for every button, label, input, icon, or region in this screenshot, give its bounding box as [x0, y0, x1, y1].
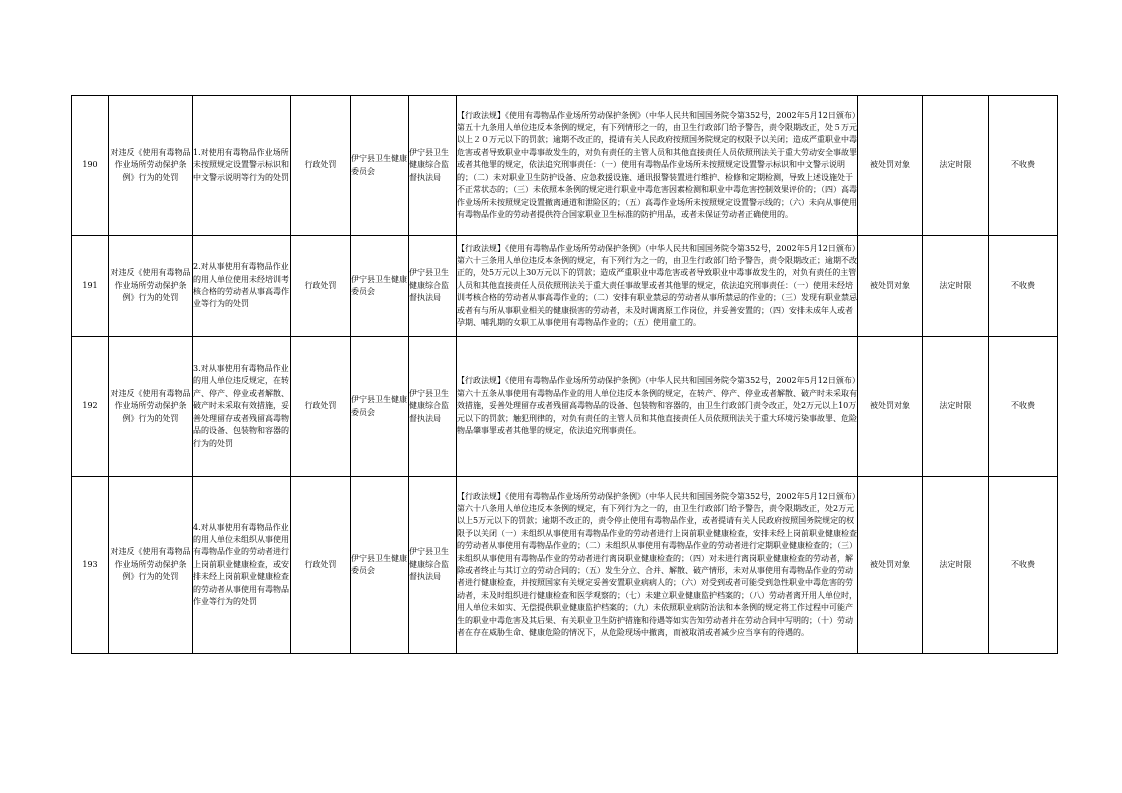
row-number: 190	[72, 96, 109, 236]
row-number: 193	[72, 477, 109, 654]
service-object: 被处罚对象	[858, 337, 923, 477]
time-limit: 法定时限	[923, 236, 989, 337]
table-row	[72, 96, 1058, 236]
legal-basis: 【行政法规】《使用有毒物品作业场所劳动保护条例》（中华人民共和国国务院令第352号，2002年5月12日颁布）第六十三条用人单位违反本条例的规定，有下列行为之一的，由卫生行政部门给予警告，责令限期改正；逾期不改正的，处5万元以上30万元以下的罚款；造成严重职业中毒危害或者导致职业中毒事故发生的，对负有责任的主管人员和其他直接责任人员依照刑法关于重大责任事故罪或者其他罪的规定，依法追究刑事责任：（一）使用未经培训考核合格的劳动者从事高毒作业的；（二）安排有职业禁忌的劳动者从事所禁忌的作业的；（三）发现有职业禁忌或者有与所从事职业相关的健康损害的劳动者，未及时调离原工作岗位，并妥善安置的；（四）安排未成年人或者孕期、哺乳期的女职工从事使用有毒物品作业的；（五）使用童工的。	[457, 236, 858, 337]
power-type: 行政处罚	[291, 477, 351, 654]
fee: 不收费	[989, 236, 1058, 337]
legal-basis: 【行政法规】《使用有毒物品作业场所劳动保护条例》（中华人民共和国国务院令第352号，2002年5月12日颁布）第六十八条用人单位违反本条例的规定，有下列行为之一的，由卫生行政部门给予警告，责令限期改正，处2万元以上5万元以下的罚款；逾期不改正的，责令停止使用有毒物品作业，或者提请有关人民政府按照国务院规定的权限予以关闭（一）未组织从事使用有毒物品作业的劳动者进行上岗前职业健康检查，安排未经上岗前职业健康检查的劳动者从事使用有毒物品作业的；（二）未组织从事使用有毒物品作业的劳动者进行定期职业健康检查的；（三）未组织从事使用有毒物品作业的劳动者进行离岗职业健康检查的；（四）对未进行离岗职业健康检查的劳动者，解除或者终止与其订立的劳动合同的；（五）发生分立、合并、解散、破产情形，未对从事使用有毒物品作业的劳动者进行健康检查，并按照国家有关规定妥善安置职业病病人的；（六）对受到或者可能受到急性职业中毒危害的劳动者，未及时组织进行健康检查和医学观察的；（七）未建立职业健康监护档案的；（八）劳动者离开用人单位时，用人单位未如实、无偿提供职业健康监护档案的；（九）未依照职业病防治法和本条例的规定将工作过程中可能产生的职业中毒危害及其后果、有关职业卫生防护措施和待遇等如实告知劳动者并在劳动合同中写明的；（十）劳动者在存在威胁生命、健康危险的情况下，从危险现场中撤离，而被取消或者减少应当享有的待遇的。	[457, 477, 858, 654]
implementing-subject: 伊宁县卫生健康委员会	[351, 96, 409, 236]
service-object: 被处罚对象	[858, 236, 923, 337]
table-row	[72, 477, 1058, 654]
penalty-table	[71, 95, 1058, 654]
implementing-subject: 伊宁县卫生健康委员会	[351, 477, 409, 654]
sub-item: 1.对使用有毒物品作业场所未按照规定设置警示标识和中文警示说明等行为的处罚	[193, 96, 291, 236]
implementing-subject: 伊宁县卫生健康委员会	[351, 337, 409, 477]
power-type: 行政处罚	[291, 96, 351, 236]
time-limit: 法定时限	[923, 96, 989, 236]
item-name: 对违反《使用有毒物品作业场所劳动保护条例》行为的处罚	[109, 477, 193, 654]
responsible-dept: 伊宁县卫生健康综合监督执法局	[409, 477, 457, 654]
row-number: 191	[72, 236, 109, 337]
power-type: 行政处罚	[291, 337, 351, 477]
item-name: 对违反《使用有毒物品作业场所劳动保护条例》行为的处罚	[109, 96, 193, 236]
responsible-dept: 伊宁县卫生健康综合监督执法局	[409, 337, 457, 477]
service-object: 被处罚对象	[858, 96, 923, 236]
implementing-subject: 伊宁县卫生健康委员会	[351, 236, 409, 337]
row-number: 192	[72, 337, 109, 477]
sub-item: 2.对从事使用有毒物品作业的用人单位使用未经培训考核合格的劳动者从事高毒作业等行为的处罚	[193, 236, 291, 337]
item-name: 对违反《使用有毒物品作业场所劳动保护条例》行为的处罚	[109, 236, 193, 337]
responsible-dept: 伊宁县卫生健康综合监督执法局	[409, 236, 457, 337]
responsible-dept: 伊宁县卫生健康综合监督执法局	[409, 96, 457, 236]
time-limit: 法定时限	[923, 477, 989, 654]
legal-basis: 【行政法规】《使用有毒物品作业场所劳动保护条例》（中华人民共和国国务院令第352号，2002年5月12日颁布）第五十九条用人单位违反本条例的规定，有下列情形之一的，由卫生行政部门给予警告，责令限期改正，处５万元以上２０万元以下的罚款；逾期不改正的，提请有关人民政府按照国务院规定的权限予以关闭；造成严重职业中毒危害或者导致职业中毒事故发生的，对负有责任的主管人员和其他直接责任人员依照刑法关于重大劳动安全事故罪或者其他罪的规定，依法追究刑事责任：（一）使用有毒物品作业场所未按照规定设置警示标识和中文警示说明的；（二）未对职业卫生防护设备、应急救援设施、通讯报警装置进行维护、检修和定期检测，导致上述设施处于不正常状态的；（三）未依照本条例的规定进行职业中毒危害因素检测和职业中毒危害控制效果评价的；（四）高毒作业场所未按照规定设置撤离通道和泄险区的；（五）高毒作业场所未按照规定设置警示线的；（六）未向从事使用有毒物品作业的劳动者提供符合国家职业卫生标准的防护用品，或者未保证劳动者正确使用的。	[457, 96, 858, 236]
service-object: 被处罚对象	[858, 477, 923, 654]
sub-item: 3.对从事使用有毒物品作业的用人单位违反规定，在转产、停产、停业或者解散、破产时未采取有效措施，妥善处理留存或者残留高毒物品的设备、包装物和容器的行为的处罚	[193, 337, 291, 477]
power-type: 行政处罚	[291, 236, 351, 337]
sub-item: 4.对从事使用有毒物品作业的用人单位未组织从事使用有毒物品作业的劳动者进行上岗前职业健康检查，或安排未经上岗前职业健康检查的劳动者从事使用有毒物品作业等行为的处罚	[193, 477, 291, 654]
table-row	[72, 236, 1058, 337]
fee: 不收费	[989, 96, 1058, 236]
time-limit: 法定时限	[923, 337, 989, 477]
legal-basis: 【行政法规】《使用有毒物品作业场所劳动保护条例》（中华人民共和国国务院令第352号，2002年5月12日颁布）第六十五条从事使用有毒物品作业的用人单位违反本条例的规定，在转产、停产、停业或者解散、破产时未采取有效措施，妥善处理留存或者残留高毒物品的设备、包装物和容器的，由卫生行政部门责令改正，处2万元以上10万元以下的罚款；触犯刑律的，对负有责任的主管人员和其他直接责任人员依照刑法关于重大环境污染事故罪、危险物品肇事罪或者其他罪的规定，依法追究刑事责任。	[457, 337, 858, 477]
fee: 不收费	[989, 337, 1058, 477]
item-name: 对违反《使用有毒物品作业场所劳动保护条例》行为的处罚	[109, 337, 193, 477]
table-row	[72, 337, 1058, 477]
fee: 不收费	[989, 477, 1058, 654]
